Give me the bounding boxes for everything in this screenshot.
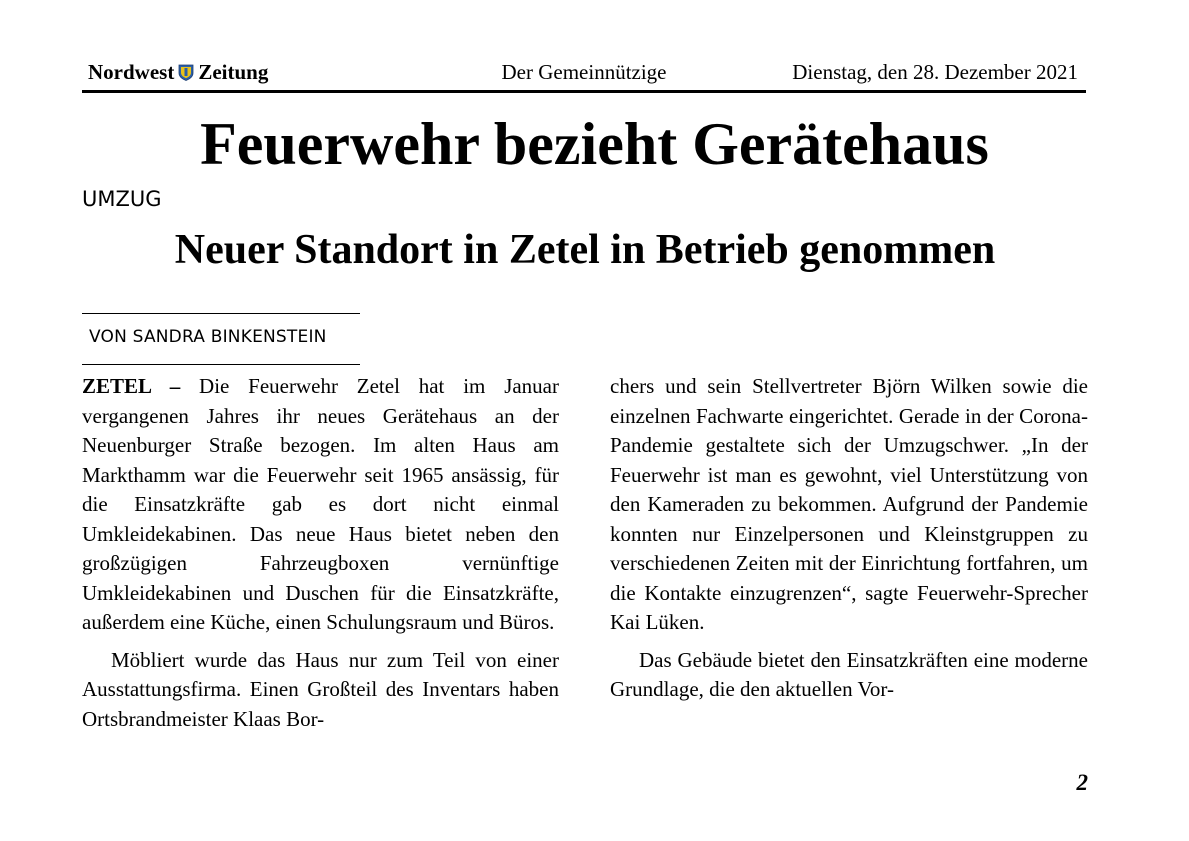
paragraph-1 xyxy=(82,372,559,638)
masthead xyxy=(82,56,1086,93)
dateline: ZETEL – xyxy=(82,374,181,398)
headline: Feuerwehr bezieht Gerätehaus xyxy=(200,111,989,177)
issue-date: Dienstag, den 28. Dezember 2021 xyxy=(792,60,1078,84)
article-column-2 xyxy=(610,372,1088,705)
kicker: UMZUG xyxy=(82,187,162,211)
paragraph-3: Das Gebäude bietet den Einsatzkräften eine moderne Grundlage, die den aktuellen Vor- xyxy=(610,647,1088,701)
brand-part1: Nordwest xyxy=(88,60,175,84)
byline-box xyxy=(82,313,360,365)
byline: VON SANDRA BINKENSTEIN xyxy=(89,327,327,347)
article-column-1 xyxy=(82,372,559,734)
paragraph-2-part-2: chers und sein Stellvertreter Björn Wilken sowie die einzelnen Fachwarte eingerichtet. Gerade in der Corona-Pandemie gestaltete sich der Umzugschwer. „In der Feuerwehr ist man es gewohnt, viel Unterstützung von den Kameraden zu bekommen. Aufgrund der Pandemie konnten nur Einzelpersonen und Kleinstgruppen zu verschiedenen Zeiten mit der Einrichtung fortfahren, um die Kontakte einzugrenzen“, sagte Feuerwehr-Sprecher Kai Lüken. xyxy=(610,374,1088,634)
page-number: 2 xyxy=(1076,770,1088,795)
subheadline: Neuer Standort in Zetel in Betrieb genommen xyxy=(174,227,996,273)
section-title: Der Gemeinnützige xyxy=(501,60,667,84)
brand-part2: Zeitung xyxy=(198,60,269,84)
paragraph-1-text: Die Feuerwehr Zetel hat im Januar vergangenen Jahres ihr neues Gerätehaus an der Neuenburger Straße bezogen. Im alten Haus am Markthamm war die Feuerwehr seit 1965 ansässig, für die Einsatzkräfte gab es dort nicht einmal Umkleidekabinen. Das neue Haus bietet neben den großzügigen Fahrzeugboxen vernünftige Umkleidekabinen und Duschen für die Einsatzkräfte, außerdem eine Küche, einen Schulungsraum und Büros. xyxy=(82,374,559,634)
paragraph-2-part-1: Möbliert wurde das Haus nur zum Teil von einer Ausstattungsfirma. Einen Großteil des Inventars haben Ortsbrandmeister Klaas Bor- xyxy=(82,647,559,731)
